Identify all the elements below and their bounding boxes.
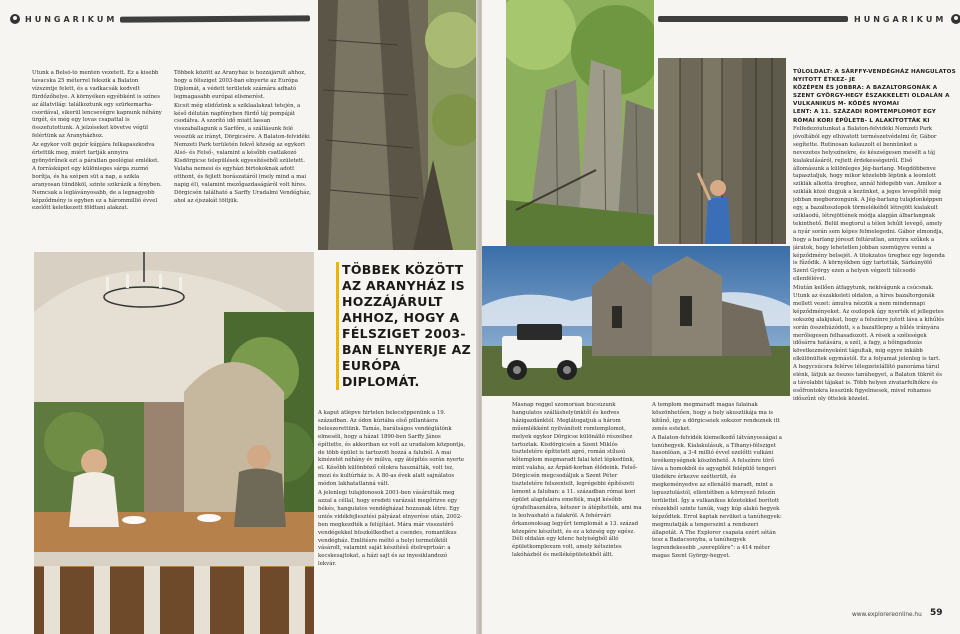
pull-quote [342, 262, 480, 390]
article-column-3 [318, 410, 466, 626]
paragraph: Kicsit még elidőzünk a sziklaalakzat tetején, a késő délután napfényben fürdő táj pompáját csodálva. A szorító idő miatt lassan visszaballagunk a Sarfőre, a szállásunk felé vesszük az irányt, Dörgicsére. A Balaton-felvidéki Nemzeti Park területén fekvő község az egykori Alsó- és Felső-, valamint a később csatlakozó Kisdörgicse települések egyesítéséből született. Valaha nemesi és egyházi birtokoknak adott otthont, és fejlett borászatáról (mely mind a mai napig él), valamint mezőgazdaságáról volt híres. Dörgicsén található a Sarffy Uradalmi Vendégház, ahol az éjszakát töltjük. [174, 102, 311, 204]
paragraph: Miután kellően átfagytunk, nekivágunk a csúcsnak. Utunk az északkeleti oldalon, a híres bazaltorgonák mellett vezet: ámulva nézzük a nem mindennapi képződményeket. Az oszlopok úgy nyerték el jellegetes sokszög alakjukat, hogy a felszínre jutott láva a kihűlés során összehúzódott, s a bazaltlepny a hűlés irányára merőlegesen felhasadozott. A rések a széleségek idősárra hatására, a szél, a fagy, a hőingadozás következményeként tágultak, mig egyre inkább elkülönültek egymástól. Ez a folyamat jelenleg is tart. A hegycsúcsra felérve lélegzetelállító panoráma tárul elénk, látjuk az összes tanúhegyet, a Balaton tükrét és a távolabbi tájakat is. Több helyen zivatarfelhőkre és esőfrontokra lesszünk figyelmesek, mivel rohamos időszűnt oly öttelek közelel. [793, 285, 945, 402]
paragraph: Felfedezőutunkat a Balaton-felvidéki Nemzeti Park jóvoltából egy elhivatott természetvédelmi őr, Gábor segítette. Rutinosan kalauzolt el bennünket a nevezetes helyszínekre, és készségesen mesélt a táj kialakulásáról, rejtett érdekességeiről. Első állomásunk a különleges Jég-barlang. Megdöbbenve tapasztaljuk, hogy mikor közelebb lépünk a leomlott sziklák alkotta üreghez, annál hidegebb van. Amikor a sziklák közé dugjuk a kezünket, a jeges levegőtől még jobban megborzongunk. A Jég-barlang tulajdonképpen egy, a bazaltoszlopok törmelékéből létrejött kialakult sziklaodú, létrejöttének módja alapján álbarlangnak tekinthető. Belül megtorul a télen lehűlt levegő, amely a nyár során sem képes felmelegedni. Gábor elmondja, hogy a barlang jóreszt feltáratlan, annyira szűkek a járatok, hogy lehetetlen jobban szemügyre venni a képződmény belsejét. A titokzatos üreghez egy legenda is fűződik. A környékben úgy tartották, Sárkányölő Szent György ezen a helyen végzett túlcsodó ellenfélével. [793, 126, 945, 283]
paragraph: A jelenlegi tulajdonosok 2001-ben vásárolták meg azzal a céllal, hogy eredeti varázsát megőrizve egy békés, hangulatos vendégházat hozzanak létre. Egy uniós vidékfejlesztési pályázat elnyerése után, 2002-ben megkezdték a felújítást. Mára már visszatérő vendégekkel büszkélkedhet a csendes, romantikus vendégház. Emlitésre méltó a helyi termelőktől vásárolt, valamint saját készítésű ételreprtoár: a kecskesajtokat, a házi sajt és az inyesiklandozó lekvár. [318, 490, 462, 568]
paragraph: A Balaton-felvidék kiemelkedő látványosságai a tanúhegyek. Kialakulásuk, a Tihanyi-félsziget hasonlóan, a 3-4 millió évvel ezelőtti vulkáni tevékenységnek köszönhető. A felszínre törő láva a homokból és agyagból felépülő tengeri üledékre érkezve szétterült, és megkeményedve az ellenálló maradt, mint a lepusztulástól, ellentétben a környező felszín területtel. Így a vulkanikus kőzetekkel borított részekből szinte tanúk, vagy kúp alakú hegyek képződtek. Errol kaptak nevüket a tanúhegyek: megmutatják a tengerszint a rendszeri állapotát. A The Explorer csapata ezért sétán tesz a Badacsonyba, a tanúhegyek legrendekesebb „szereplőire”: a 414 méter magas Szent György-hegyet. [652, 434, 782, 560]
article-column-2 [174, 70, 312, 250]
left-section-header [10, 14, 117, 24]
right-section-header [854, 14, 960, 24]
paragraph: Másnap reggel szomorúan búcsúzunk hangulatos szálláshelyünktől és kedves házigazdánktól. Meglátogatjuk a három műemlékként nyilvánított romtemplomot, melyek egykor Dörgicse különálló részeihez tartoztak. Kisdörgicsén a Szent Miklós tiszteletére építtetett apró, román stílusú kőtemplom megmaradt falai közt lépkedünk, mint valaha, az Árpád-korban élődeink. Felső-Dörgicsén megcsodáljuk a Szent Péter tiszteletére felszentelt, legrégebbi építészeti lemont a faluban: a 11. században római kori épület alapfalaira emelték, majd később újrafelhasználva, kétszer is átépítették, ami ma is leolvasható a falakról. A fehérvári őrkanonoksag legyűrt templomát a 13. század közepére készített, és ez a község egy egész. Déli oldalán egy kilenc helyiségből álló épületkomplexum volt, amely kétszintes lakóházból és melléképületekből állt. [512, 402, 642, 559]
rock-formation-photo [318, 0, 478, 250]
hungarikum-logo-icon [10, 14, 20, 24]
paragraph: Utunk a Belső-tó mentén vezetett. Ez a kisebb tavacska 25 méterrel fekszik a Balaton vízszintje felett, és a vadkacsák kedvelt fürdőzőhelye. A környéken egyébként is színes az állatvilág: találkoztunk egy szürkemarha-csordával, sikerül lencsevégre kapnunk néhány ürgét, és még egy lovas csapattal is összefutottunk. A jelzéseket követve végül felértünk az Aranyházhoz. [32, 70, 162, 140]
photo-caption: TÚLOLDALT: A SÁRFFY-VENDÉGHÁZ HANGULATOS NYITOTT ÉTKEZ- JE KÖZÉPEN ÉS JOBBRA: A BAZALTORGONÁK A SZENT GYÖRGY-HEGY ÉSZAKKELETI OLDALÁN A VULKANIKUS M- KÖDÉS NYOMAI LENT: A 11. SZÁZADI ROMTEMPLOMOT EGY RÓMAI KORI ÉPÜLETB- L ALAKÍTOTTÁK KI [793, 69, 956, 124]
paragraph: Többek között az Aranyház is hozzájárult ahhoz, hogy a félsziget 2003-ban elnyerte az Európa Diplomát, a védett területek számára adható legmagasabb európai elismerést. [174, 70, 306, 100]
ruin-church-jeep-photo [482, 246, 790, 396]
pull-quote-accent-bar [336, 262, 339, 390]
paragraph: Az egykor volt gejzír kúpjára felkapaszkodva értettük meg, miért tartják annyira gyönyörűnek ezt a páratlan geológiai emléket. A forráskúpot egy különleges sárga zuzmó borítja, és ha szépen süt a nap, a szikla aranyosan tündököl, szinte szikrázik a fényben. Nemcsak a legláványosabb, de a legnagyobb képződmény is egyben ez a hárommillió évvel ezelőtt keletkezett földtani alakzat. [32, 142, 162, 212]
paragraph: A kaput átlépve hirtelen belecsöppenünk a 19. században. Az ódon kúriába első pillantásra beleszerettünk. Tamás, barátságos vendéglátónk elmeséli, hogy a házat 1890-ben Sarffy János építtette, és akkoriban ez volt az uradalom központja, de több épület is tartozott hozzá a faluból. A mai kinézetét néhány év múlva, egy átépítés során nyerte el. Később különböző célokra használták, volt tsz, mozi és kultúrház is. A 80-as évek alatt sajnálatos módon lakhatatlanná vált. [318, 410, 466, 488]
paragraph: A templom megmaradt magas falainak köszönhetően, hogy a hely akusztikája ma is kitűnő, így a dörgicseiek sokszor rendeznek itt zenés esteket. [652, 402, 780, 432]
header-brush-stroke [120, 15, 310, 22]
right-section-title: HUNGARIKUM [854, 14, 947, 24]
hungarikum-logo-icon [951, 14, 960, 24]
dining-room-photo [34, 252, 314, 634]
left-section-title: HUNGARIKUM [25, 14, 118, 24]
pull-quote-text: TÖBBEK KÖZÖTT AZ ARANYHÁZ IS HOZZÁJÁRULT AHHOZ, HOGY A FÉLSZIGET 2003-BAN ELNYERJE AZ EURÓPA DIPLOMÁT. [342, 262, 471, 389]
basalt-columns-forest-photo [506, 0, 654, 250]
article-column-6 [793, 126, 945, 610]
right-page [482, 0, 960, 634]
footer-url[interactable]: www.explorereonline.hu [852, 612, 922, 618]
article-column-5 [652, 402, 784, 614]
header-brush-stroke-right [658, 16, 848, 22]
article-column-1 [32, 70, 164, 250]
article-column-4 [512, 402, 644, 614]
page-number: 59 [930, 608, 943, 618]
basalt-columns-photo [742, 58, 786, 244]
